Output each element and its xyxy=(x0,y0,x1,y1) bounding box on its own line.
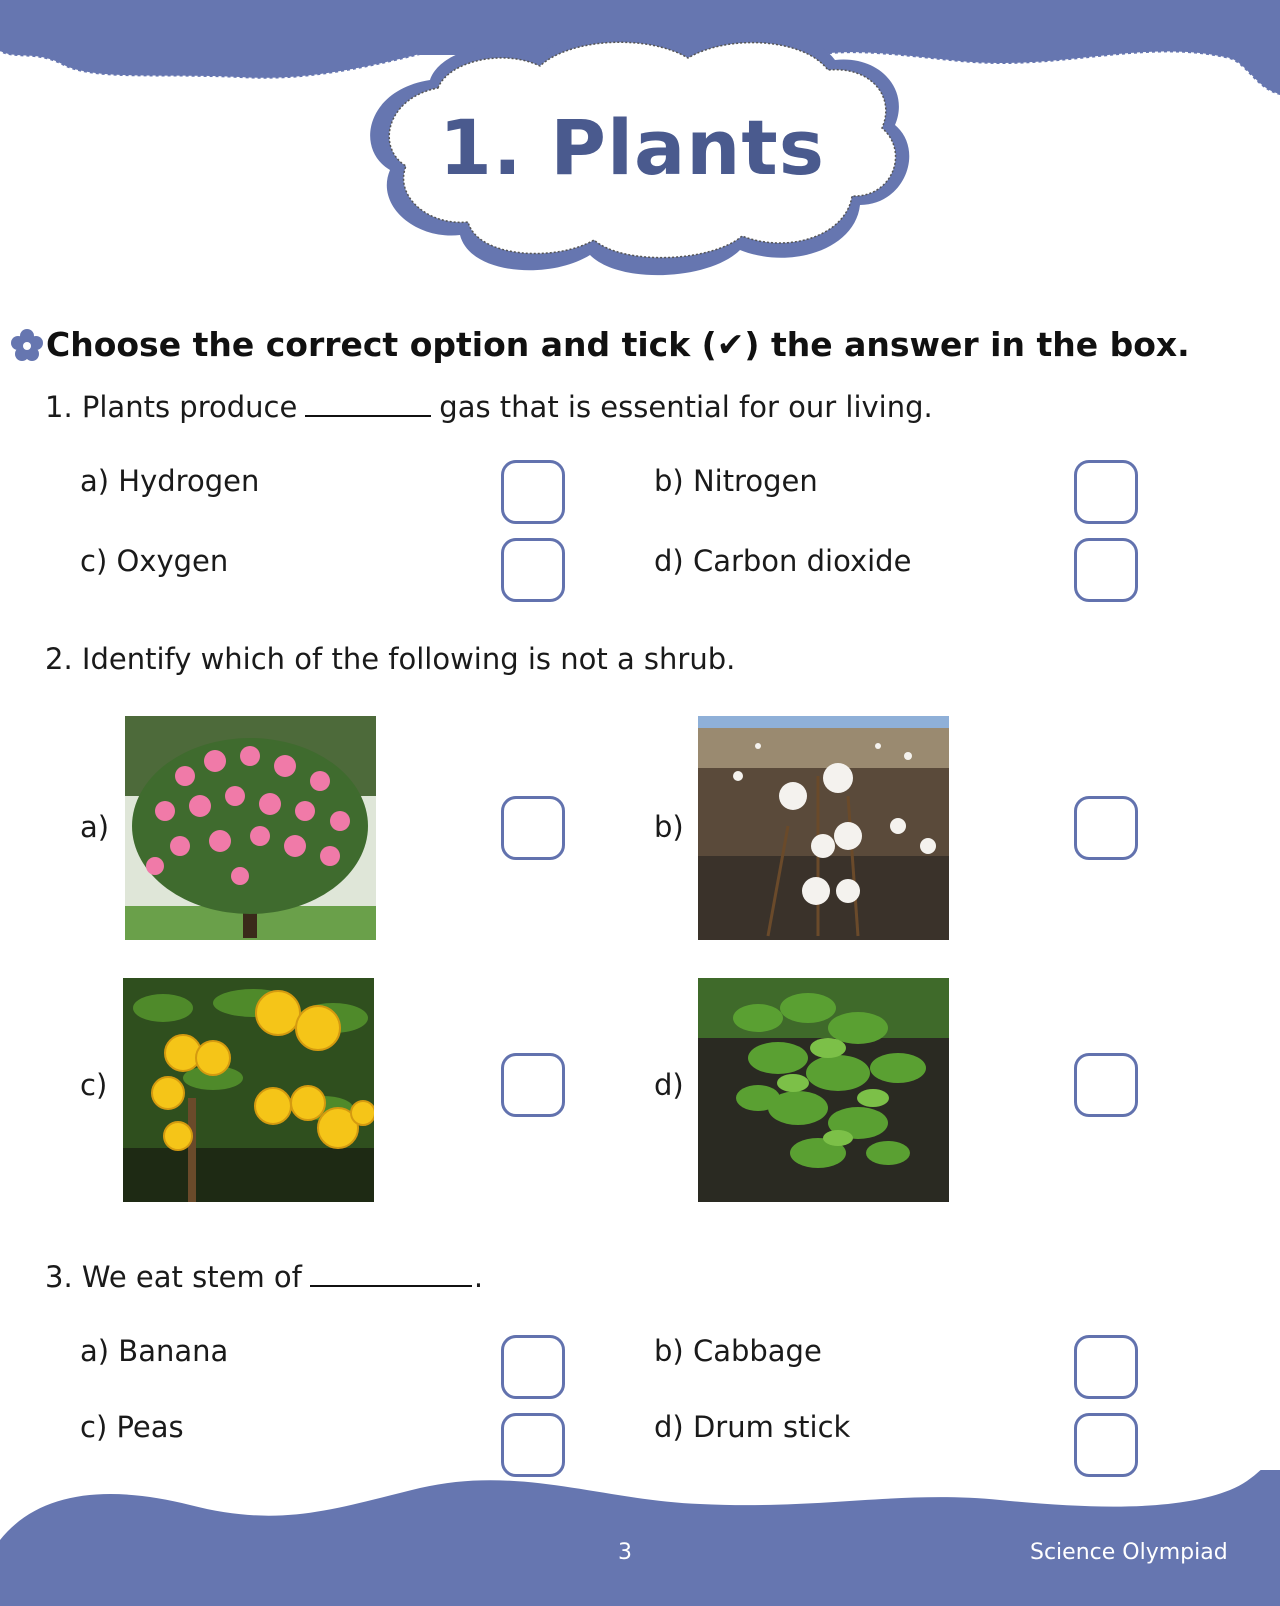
flower-icon xyxy=(10,328,44,362)
q1-option-b: b) Nitrogen xyxy=(654,464,818,498)
q3-tick-box-d[interactable] xyxy=(1074,1413,1138,1477)
question-3 xyxy=(45,1260,483,1294)
q3-tick-box-b[interactable] xyxy=(1074,1335,1138,1399)
q1-tick-box-d[interactable] xyxy=(1074,538,1138,602)
q1-tick-box-b[interactable] xyxy=(1074,460,1138,524)
q1-tick-box-c[interactable] xyxy=(501,538,565,602)
question-1-text-start: 1. Plants produce xyxy=(45,390,298,424)
book-title: Science Olympiad xyxy=(1030,1540,1228,1565)
question-1-text-end: gas that is essential for our living. xyxy=(439,390,933,424)
q3-option-a: a) Banana xyxy=(80,1334,229,1368)
answer-blank xyxy=(305,414,431,417)
q1-option-a: a) Hydrogen xyxy=(80,464,260,498)
q3-option-d: d) Drum stick xyxy=(654,1410,851,1444)
q2-tick-box-a[interactable] xyxy=(501,796,565,860)
q2-tick-box-b[interactable] xyxy=(1074,796,1138,860)
q1-option-d: d) Carbon dioxide xyxy=(654,544,912,578)
q2-option-b: b) xyxy=(654,810,684,844)
lemon-tree-image xyxy=(123,978,374,1202)
q2-option-d: d) xyxy=(654,1068,684,1102)
answer-blank xyxy=(310,1284,472,1287)
cotton-plant-image xyxy=(698,716,949,940)
q3-option-b: b) Cabbage xyxy=(654,1334,822,1368)
basil-plant-image xyxy=(698,978,949,1202)
q1-option-c: c) Oxygen xyxy=(80,544,229,578)
rose-bush-image xyxy=(125,716,376,940)
q2-tick-box-c[interactable] xyxy=(501,1053,565,1117)
q2-option-c: c) xyxy=(80,1068,108,1102)
q2-tick-box-d[interactable] xyxy=(1074,1053,1138,1117)
q2-option-a: a) xyxy=(80,810,110,844)
question-2: 2. Identify which of the following is not a shrub. xyxy=(45,642,736,676)
instruction-text: Choose the correct option and tick (✔) the answer in the box. xyxy=(46,325,1190,364)
footer-wave xyxy=(0,1470,1280,1606)
question-3-text-end: . xyxy=(473,1260,484,1294)
instruction-line xyxy=(10,325,1190,364)
q3-tick-box-a[interactable] xyxy=(501,1335,565,1399)
q1-tick-box-a[interactable] xyxy=(501,460,565,524)
q3-tick-box-c[interactable] xyxy=(501,1413,565,1477)
question-1 xyxy=(45,390,933,424)
q3-option-c: c) Peas xyxy=(80,1410,184,1444)
page-number: 3 xyxy=(618,1540,632,1565)
chapter-title: 1. Plants xyxy=(439,103,825,192)
question-3-text-start: 3. We eat stem of xyxy=(45,1260,302,1294)
